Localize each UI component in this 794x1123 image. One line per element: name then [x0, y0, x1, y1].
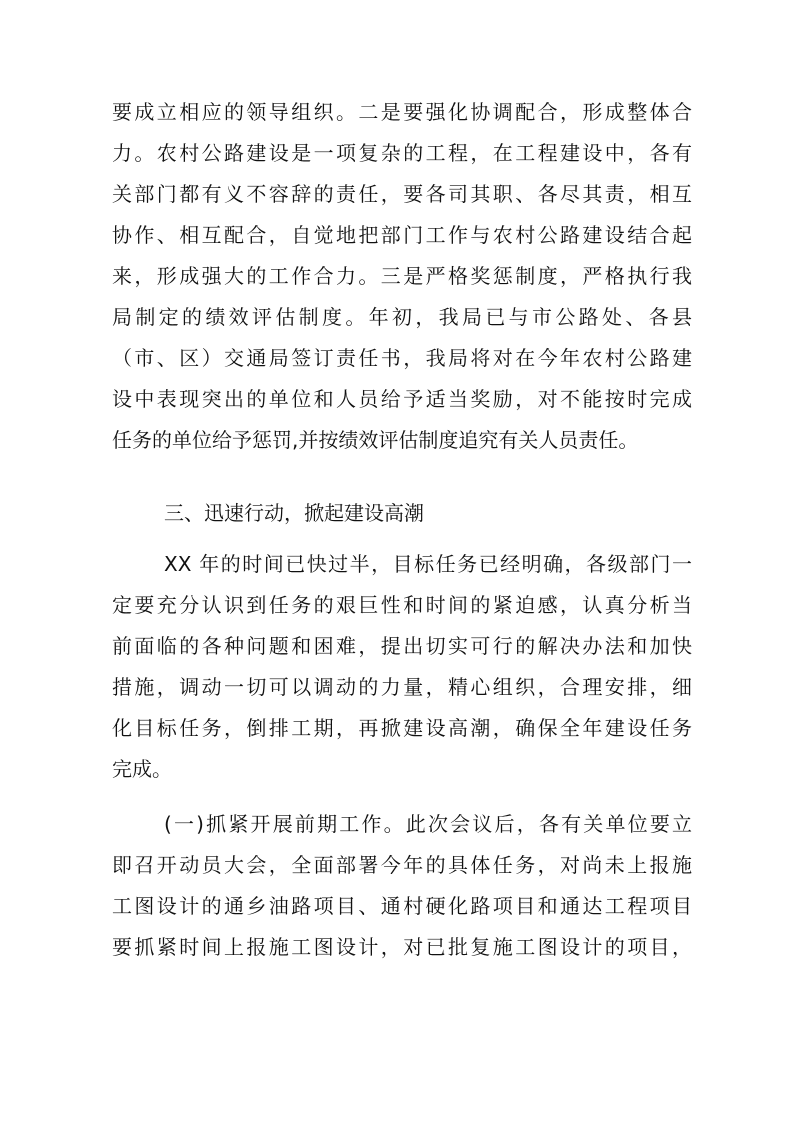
paragraph-3 — [112, 804, 692, 968]
paragraph-2 — [112, 544, 692, 790]
spacer-after-heading — [112, 534, 692, 544]
paragraph-1-line-5: 来，形成强大的工作合力。三是严格奖惩制度，严格执行我 — [112, 264, 692, 288]
paragraph-3-line-4: 要抓紧时间上报施工图设计，对已批复施工图设计的项目， — [112, 935, 692, 959]
paragraph-1 — [112, 92, 692, 461]
paragraph-1-line-8: 设中表现突出的单位和人员给予适当奖励，对不能按时完成 — [112, 387, 692, 411]
paragraph-2-line-1: XX 年的时间已快过半，目标任务已经明确，各级部门一 — [164, 552, 692, 576]
document-body — [112, 92, 692, 968]
paragraph-3-line-3: 工图设计的通乡油路项目、通村硬化路项目和通达工程项目 — [112, 894, 692, 918]
paragraph-2-line-4: 措施，调动一切可以调动的力量，精心组织，合理安排，细 — [112, 675, 692, 699]
paragraph-1-line-1: 要成立相应的领导组织。二是要强化协调配合，形成整体合 — [112, 100, 692, 124]
paragraph-1-line-3: 关部门都有义不容辞的责任，要各司其职、各尽其责，相互 — [112, 182, 692, 206]
paragraph-1-line-7: （市、区）交通局签订责任书，我局将对在今年农村公路建 — [112, 346, 692, 370]
section-heading: 三、迅速行动，掀起建设高潮 — [164, 501, 424, 525]
paragraph-2-line-2: 定要充分认识到任务的艰巨性和时间的紧迫感，认真分析当 — [112, 593, 692, 617]
paragraph-1-line-6: 局制定的绩效评估制度。年初，我局已与市公路处、各县 — [112, 305, 692, 329]
paragraph-1-line-4: 协作、相互配合，自觉地把部门工作与农村公路建设结合起 — [112, 223, 692, 247]
paragraph-3-line-2: 即召开动员大会，全面部署今年的具体任务，对尚未上报施 — [112, 853, 692, 877]
paragraph-1-line-2: 力。农村公路建设是一项复杂的工程，在工程建设中，各有 — [112, 141, 692, 165]
paragraph-2-line-5: 化目标任务，倒排工期，再掀建设高潮，确保全年建设任务 — [112, 716, 692, 740]
paragraph-1-line-9: 任务的单位给予惩罚,并按绩效评估制度追究有关人员责任。 — [112, 428, 639, 452]
paragraph-3-line-1: (一)抓紧开展前期工作。此次会议后，各有关单位要立 — [164, 812, 692, 836]
spacer-before-paragraph-3 — [112, 790, 692, 804]
spacer-before-heading — [112, 461, 692, 493]
paragraph-2-line-3: 前面临的各种问题和困难，提出切实可行的解决办法和加快 — [112, 634, 692, 658]
paragraph-2-line-6: 完成。 — [112, 757, 172, 781]
